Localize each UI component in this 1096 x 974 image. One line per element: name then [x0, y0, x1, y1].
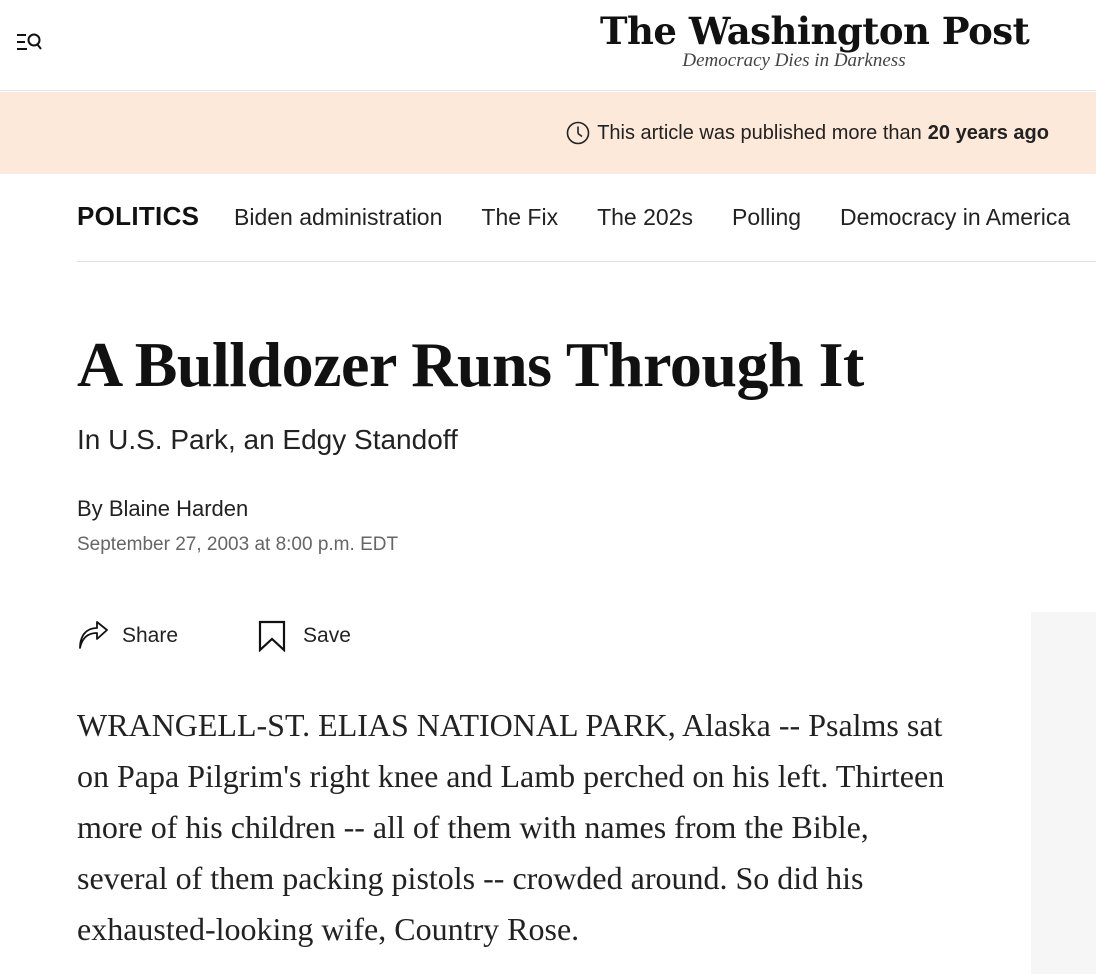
clock-icon	[566, 121, 590, 145]
article-body-paragraph: WRANGELL-ST. ELIAS NATIONAL PARK, Alaska -- Psalms sat on Papa Pilgrim's right knee and Lamb perched on his left. Thirteen more of his children -- all of them with names from the Bible, several of them packing pistols -- crowded around. So did his exhausted-looking wife, Country Rose.	[77, 707, 945, 947]
logo-wordmark: The Washington Post	[600, 9, 1030, 53]
share-label: Share	[122, 624, 179, 647]
bookmark-icon	[258, 620, 286, 652]
nav-link-democracy-in-america[interactable]: Democracy in America	[840, 204, 1071, 230]
banner-text: This article was published more than	[597, 121, 922, 144]
author-link[interactable]: Blaine Harden	[108, 496, 249, 521]
save-button[interactable]	[258, 620, 351, 652]
section-nav	[77, 196, 1096, 262]
banner-emphasis: 20 years ago	[927, 121, 1049, 144]
publish-date: September 27, 2003 at 8:00 p.m. EDT	[77, 534, 399, 555]
masthead-logo[interactable]	[600, 8, 1030, 71]
nav-link-the-fix[interactable]: The Fix	[481, 204, 559, 230]
menu-search-button[interactable]	[14, 28, 44, 56]
byline	[77, 496, 248, 522]
nav-link-the-202s[interactable]: The 202s	[597, 204, 693, 230]
article-age-banner	[0, 92, 1096, 174]
sidebar-ad-slot	[1031, 612, 1096, 974]
article-subheadline: In U.S. Park, an Edgy Standoff	[77, 424, 458, 455]
article-actions	[77, 620, 351, 652]
logo-tagline: Democracy Dies in Darkness	[682, 50, 906, 71]
menu-search-icon	[14, 28, 44, 56]
share-arrow-icon	[77, 620, 109, 652]
save-label: Save	[303, 624, 351, 647]
share-button[interactable]	[77, 620, 178, 652]
nav-link-biden-administration[interactable]: Biden administration	[234, 204, 443, 230]
article-headline: A Bulldozer Runs Through It	[77, 329, 864, 400]
site-header	[0, 0, 1096, 91]
byline-prefix: By	[77, 496, 103, 521]
section-title[interactable]: POLITICS	[77, 201, 200, 231]
nav-link-polling[interactable]: Polling	[732, 204, 802, 230]
